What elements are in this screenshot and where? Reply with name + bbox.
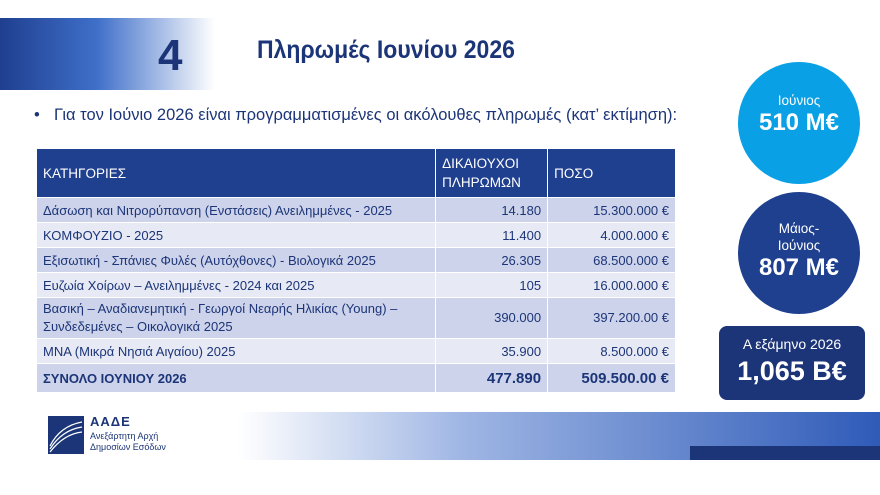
semester-label: Α εξάμηνο 2026: [742, 336, 842, 352]
row-amount: 8.500.000 €: [548, 339, 676, 364]
row-beneficiaries: 14.180: [436, 198, 548, 223]
header-gradient-bar: [0, 18, 215, 90]
table-row: [37, 273, 676, 298]
may-june-label: Μάιος- Ιούνιος: [777, 221, 821, 253]
logo-full-name: Ανεξάρτητη Αρχή Δημοσίων Εσόδων: [90, 431, 166, 452]
row-amount: 68.500.000 €: [548, 248, 676, 273]
semester-amount: 1,065 Β€: [737, 356, 847, 386]
june-summary-circle: [738, 62, 860, 184]
row-beneficiaries: 35.900: [436, 339, 548, 364]
row-beneficiaries: 390.000: [436, 298, 548, 339]
row-category: Βασική – Αναδιανεμητική - Γεωργοί Νεαρής Ηλικίας (Young) – Συνδεδεμένες – Οικολογικά 2025: [37, 298, 436, 339]
table-row: [37, 298, 676, 339]
aade-logo-text: [90, 414, 166, 453]
footer-strip: [690, 446, 880, 460]
row-amount: 4.000.000 €: [548, 223, 676, 248]
row-category: Δάσωση και Νιτρορύπανση (Ενστάσεις) Ανειλημμένες - 2025: [37, 198, 436, 223]
june-amount: 510 Μ€: [758, 109, 840, 136]
table-total-row: [37, 364, 676, 393]
row-amount: 16.000.000 €: [548, 273, 676, 298]
table-row: [37, 248, 676, 273]
bullet-dot-icon: •: [34, 106, 40, 124]
semester-summary-box: [719, 326, 865, 400]
logo-abbr: ΑΑΔΕ: [90, 414, 131, 429]
total-beneficiaries: 477.890: [436, 364, 548, 393]
row-category: Ευζωία Χοίρων – Ανειλημμένες - 2024 και 2025: [37, 273, 436, 298]
header-beneficiaries: ΔΙΚΑΙΟΥΧΟΙ ΠΛΗΡΩΜΩΝ: [436, 149, 548, 198]
aade-logo-icon: [48, 416, 84, 454]
row-category: Εξισωτική - Σπάνιες Φυλές (Αυτόχθονες) - Βιολογικά 2025: [37, 248, 436, 273]
row-beneficiaries: 11.400: [436, 223, 548, 248]
slide-title: Πληρωμές Ιουνίου 2026: [257, 36, 515, 64]
row-amount: 397.200.00 €: [548, 298, 676, 339]
may-june-amount: 807 Μ€: [758, 254, 840, 281]
total-amount: 509.500.00 €: [548, 364, 676, 393]
intro-bullet: [34, 106, 677, 125]
table-row: [37, 339, 676, 364]
row-beneficiaries: 26.305: [436, 248, 548, 273]
total-label: ΣΥΝΟΛΟ ΙΟΥΝΙΟΥ 2026: [37, 364, 436, 393]
row-beneficiaries: 105: [436, 273, 548, 298]
may-june-summary-circle: [738, 192, 860, 314]
row-category: ΜΝΑ (Μικρά Νησιά Αιγαίου) 2025: [37, 339, 436, 364]
slide-number: 4: [158, 31, 183, 80]
row-amount: 15.300.000 €: [548, 198, 676, 223]
header-categories: ΚΑΤΗΓΟΡΙΕΣ: [37, 149, 436, 198]
intro-text: Για τον Ιούνιο 2026 είναι προγραμματισμένες οι ακόλουθες πληρωμές (κατ’ εκτίμηση):: [54, 106, 678, 124]
row-category: ΚΟΜΦΟΥΖΙΟ - 2025: [37, 223, 436, 248]
header-amount: ΠΟΣΟ: [548, 149, 676, 198]
table-row: [37, 223, 676, 248]
payments-table: [36, 148, 676, 393]
june-label: Ιούνιος: [777, 93, 821, 108]
table-header-row: [37, 149, 676, 198]
table-row: [37, 198, 676, 223]
